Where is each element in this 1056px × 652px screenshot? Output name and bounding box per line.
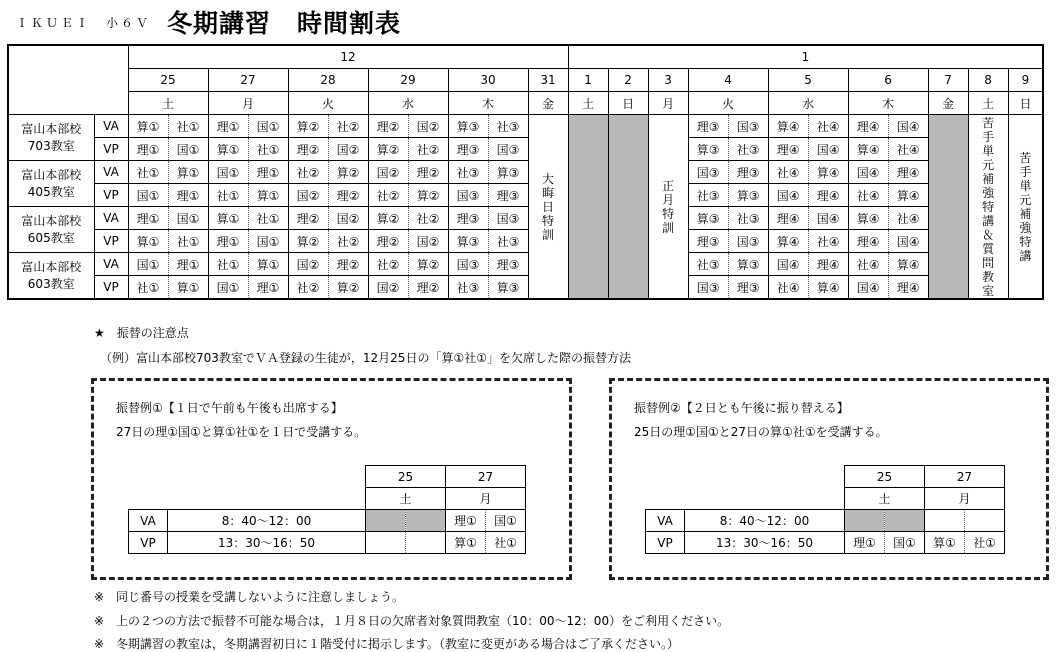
class-cell: 理①: [208, 230, 248, 253]
class-cell: 社④: [768, 161, 808, 184]
class-cell: 算③: [728, 253, 768, 276]
room-name: 605教室: [27, 230, 75, 245]
class-cell: 算①: [248, 253, 288, 276]
class-cell: 理①: [248, 276, 288, 300]
class-cell: 国②: [328, 207, 368, 230]
class-cell: 社②: [328, 115, 368, 138]
class-cell: 国①: [248, 115, 288, 138]
example-2-table: [645, 465, 1005, 554]
class-cell: 社②: [288, 276, 328, 300]
class-cell: 社②: [328, 230, 368, 253]
table-row: [8, 138, 1043, 161]
class-cell: 国①: [168, 207, 208, 230]
class-cell: 理③: [728, 161, 768, 184]
table-row: [8, 115, 1043, 138]
table-row: [129, 532, 526, 554]
class-cell: 国③: [688, 161, 728, 184]
class-cell: 国②: [368, 161, 408, 184]
class-cell: 理②: [328, 184, 368, 207]
class-cell: 算④: [808, 161, 848, 184]
blank-corner: [646, 488, 845, 510]
blank-corner: [129, 488, 366, 510]
class-cell: 社④: [888, 207, 928, 230]
weekday-cell: 土: [366, 488, 446, 510]
course-cell: VA: [94, 115, 128, 138]
blank-corner: [8, 69, 128, 92]
class-cell: 算③: [688, 138, 728, 161]
example-1-box: [91, 378, 572, 580]
class-cell: 社②: [288, 161, 328, 184]
shogatsu-cell: [648, 115, 688, 300]
class-cell: 社③: [728, 207, 768, 230]
course-cell: VP: [94, 276, 128, 300]
date-row: [129, 466, 526, 488]
date-cell: 1: [568, 69, 608, 92]
jan9-label: 苦手単元補強特講: [1019, 150, 1032, 263]
class-cell: 社①: [168, 115, 208, 138]
example-1-body: 27日の理①国①と算①社①を１日で受講する。: [116, 425, 367, 439]
omisoka-label: 大晦日特訓: [542, 171, 555, 242]
class-cell: 国①: [208, 161, 248, 184]
weekday-cell: 木: [448, 92, 528, 115]
class-cell: 算①: [925, 532, 965, 554]
date-cell: 27: [208, 69, 288, 92]
footnote: [94, 612, 729, 629]
class-cell: 国③: [448, 253, 488, 276]
class-cell: 算①: [168, 276, 208, 300]
class-cell: 国①: [248, 230, 288, 253]
notes-heading: ★ 振替の注意点: [94, 326, 189, 340]
date-cell: 31: [528, 69, 568, 92]
class-cell: 算④: [848, 138, 888, 161]
school-cell: [8, 161, 94, 207]
class-cell: 国①: [128, 253, 168, 276]
class-cell: [366, 532, 406, 554]
class-cell: 社②: [368, 253, 408, 276]
class-cell: 社③: [688, 253, 728, 276]
weekday-cell: 木: [848, 92, 928, 115]
class-cell: 社③: [688, 184, 728, 207]
school-name: 富山本部校: [21, 259, 82, 274]
course-cell: VA: [646, 510, 685, 532]
class-cell: 算④: [768, 115, 808, 138]
table-row: [8, 253, 1043, 276]
omisoka-cell: [528, 115, 568, 300]
class-cell: 社①: [248, 138, 288, 161]
class-cell: 理②: [368, 115, 408, 138]
class-cell: 国③: [488, 138, 528, 161]
class-cell: 国③: [728, 230, 768, 253]
time-cell: 13：30〜16：50: [685, 532, 845, 554]
class-cell: 社①: [965, 532, 1005, 554]
room-name: 603教室: [27, 276, 75, 291]
class-cell: 社④: [848, 253, 888, 276]
footnote-text: 同じ番号の授業を受講しないように注意しましょう。: [116, 590, 405, 604]
class-cell: 算①: [248, 184, 288, 207]
class-cell: 理③: [488, 253, 528, 276]
date-cell: 27: [925, 466, 1005, 488]
example-2-box: [609, 378, 1049, 580]
class-cell: 社①: [208, 253, 248, 276]
weekday-cell: 土: [568, 92, 608, 115]
class-cell: 算②: [368, 207, 408, 230]
example-1-title: 振替例①【１日で午前も午後も出席する】: [116, 401, 343, 415]
weekday-cell: 金: [928, 92, 968, 115]
class-cell: 理④: [768, 138, 808, 161]
class-cell: 算①: [446, 532, 486, 554]
weekday-cell: 土: [128, 92, 208, 115]
course-cell: VA: [129, 510, 168, 532]
shogatsu-label: 正月特訓: [662, 178, 675, 235]
class-cell: 理③: [488, 184, 528, 207]
weekday-cell: 月: [446, 488, 526, 510]
class-cell: 社③: [448, 276, 488, 300]
example-1-table: [128, 465, 526, 554]
date-cell: 2: [608, 69, 648, 92]
timetable: [7, 44, 1044, 300]
class-cell: 国①: [486, 510, 526, 532]
class-cell: 国④: [768, 253, 808, 276]
school-cell: [8, 207, 94, 253]
class-cell: 理②: [408, 161, 448, 184]
class-cell: 国②: [408, 230, 448, 253]
example-2-body: 25日の理①国①と27日の算①社①を受講する。: [634, 425, 888, 439]
class-cell: 算③: [448, 115, 488, 138]
class-cell: 理④: [848, 115, 888, 138]
class-cell: 国④: [808, 138, 848, 161]
course-cell: VP: [646, 532, 685, 554]
class-cell: 社④: [808, 230, 848, 253]
footnote: [94, 635, 679, 652]
class-cell: 国④: [768, 184, 808, 207]
class-cell: 理④: [768, 207, 808, 230]
class-cell: 国③: [448, 184, 488, 207]
class-cell: 社①: [128, 161, 168, 184]
class-cell: 算②: [368, 138, 408, 161]
table-row: [8, 161, 1043, 184]
class-cell: [406, 510, 446, 532]
date-cell: 9: [1008, 69, 1043, 92]
class-cell: 算④: [848, 207, 888, 230]
weekday-row: [8, 92, 1043, 115]
class-cell: 社④: [848, 184, 888, 207]
school-name: 富山本部校: [21, 121, 82, 136]
date-cell: 28: [288, 69, 368, 92]
class-cell: 国②: [408, 115, 448, 138]
month-dec: 12: [128, 45, 568, 69]
class-cell: 国③: [488, 207, 528, 230]
jan8-cell: [968, 115, 1008, 300]
date-cell: 25: [128, 69, 208, 92]
class-cell: 国④: [808, 207, 848, 230]
class-cell: 社②: [408, 207, 448, 230]
class-cell: 社③: [488, 115, 528, 138]
class-cell: 国④: [888, 115, 928, 138]
footnote-mark: ※: [94, 590, 105, 604]
class-cell: 理②: [408, 276, 448, 300]
jan9-cell: [1008, 115, 1043, 300]
date-cell: 27: [446, 466, 526, 488]
class-cell: 社①: [486, 532, 526, 554]
weekday-cell: 水: [768, 92, 848, 115]
class-cell: 国①: [128, 184, 168, 207]
table-row: [8, 207, 1043, 230]
class-cell: 算①: [208, 207, 248, 230]
class-cell: 理③: [728, 276, 768, 300]
date-row: [8, 69, 1043, 92]
date-cell: 7: [928, 69, 968, 92]
class-cell: 理③: [448, 207, 488, 230]
time-cell: 8：40〜12：00: [168, 510, 366, 532]
notes-example: （例）富山本部校703教室でＶＡ登録の生徒が，12月25日の「算①社①」を欠席した際の振替方法: [100, 351, 631, 365]
month-row: [8, 45, 1043, 69]
class-cell: 国③: [728, 115, 768, 138]
class-cell: 算③: [448, 230, 488, 253]
school-cell: [8, 253, 94, 300]
class-cell: 算②: [288, 115, 328, 138]
footnote-text: 冬期講習の教室は，冬期講習初日に１階受付に掲示します。（教室に変更がある場合はご了承ください。）: [116, 637, 680, 651]
class-cell: 算②: [328, 276, 368, 300]
table-row: [646, 510, 1005, 532]
class-cell: 算①: [128, 115, 168, 138]
class-cell: 算①: [208, 138, 248, 161]
date-cell: 3: [648, 69, 688, 92]
blank-corner: [646, 466, 845, 488]
room-name: 405教室: [27, 184, 75, 199]
class-cell: 国②: [288, 184, 328, 207]
weekday-cell: 月: [208, 92, 288, 115]
class-cell: 社①: [248, 207, 288, 230]
date-cell: 5: [768, 69, 848, 92]
class-cell: 算③: [488, 161, 528, 184]
footnote-text: 上の２つの方法で振替不可能な場合は，１月８日の欠席者対象質問教室（10：00〜12：00）をご利用ください。: [116, 614, 730, 628]
class-cell: 理④: [848, 230, 888, 253]
class-cell: 算②: [408, 184, 448, 207]
class-cell: 国③: [688, 276, 728, 300]
course-cell: VP: [94, 138, 128, 161]
time-cell: 13：30〜16：50: [168, 532, 366, 554]
class-cell: 理④: [808, 184, 848, 207]
class-cell: 理①: [845, 532, 885, 554]
course-cell: VA: [94, 207, 128, 230]
class-cell: 算①: [168, 161, 208, 184]
class-cell: 理①: [446, 510, 486, 532]
school-label: ＩＫＵＥＩ 小６Ｖ: [16, 16, 152, 30]
blank-corner: [8, 92, 128, 115]
class-cell: [366, 510, 406, 532]
course-cell: VA: [94, 253, 128, 276]
class-cell: [885, 510, 925, 532]
table-row: [129, 510, 526, 532]
table-row: [8, 276, 1043, 300]
holiday-jan2: [608, 115, 648, 300]
class-cell: 社③: [488, 230, 528, 253]
course-cell: VP: [94, 230, 128, 253]
room-name: 703教室: [27, 138, 75, 153]
date-cell: 25: [366, 466, 446, 488]
class-cell: 理①: [248, 161, 288, 184]
class-cell: 理①: [168, 184, 208, 207]
weekday-cell: 火: [688, 92, 768, 115]
course-cell: VP: [94, 184, 128, 207]
blank-corner: [8, 45, 128, 69]
class-cell: 社②: [368, 184, 408, 207]
class-cell: 算②: [408, 253, 448, 276]
table-row: [646, 532, 1005, 554]
class-cell: 算④: [888, 184, 928, 207]
class-cell: 国②: [368, 276, 408, 300]
weekday-cell: 火: [288, 92, 368, 115]
class-cell: 理③: [688, 115, 728, 138]
footnote-mark: ※: [94, 614, 105, 628]
weekday-cell: 金: [528, 92, 568, 115]
example-2-title: 振替例②【２日とも午後に振り替える】: [634, 401, 849, 415]
class-cell: 国①: [885, 532, 925, 554]
class-cell: 算③: [688, 207, 728, 230]
class-cell: 理④: [808, 253, 848, 276]
class-cell: 国②: [328, 138, 368, 161]
class-cell: 理②: [328, 253, 368, 276]
course-cell: VA: [94, 161, 128, 184]
class-cell: 算②: [288, 230, 328, 253]
class-cell: 理①: [128, 138, 168, 161]
holiday-jan7: [928, 115, 968, 300]
table-row: [8, 184, 1043, 207]
class-cell: 社①: [208, 184, 248, 207]
weekday-row: [129, 488, 526, 510]
date-cell: 6: [848, 69, 928, 92]
class-cell: 社②: [408, 138, 448, 161]
date-cell: 25: [845, 466, 925, 488]
class-cell: [406, 532, 446, 554]
class-cell: 算②: [328, 161, 368, 184]
class-cell: 社③: [728, 138, 768, 161]
class-cell: 国①: [208, 276, 248, 300]
class-cell: 理①: [168, 253, 208, 276]
class-cell: 社④: [768, 276, 808, 300]
date-cell: 29: [368, 69, 448, 92]
date-cell: 4: [688, 69, 768, 92]
jan8-label: 苦手単元補強特講＆質問教室: [982, 115, 995, 298]
class-cell: 理②: [368, 230, 408, 253]
class-cell: 国②: [288, 253, 328, 276]
class-cell: 社④: [888, 138, 928, 161]
class-cell: 理④: [888, 161, 928, 184]
table-row: [8, 230, 1043, 253]
class-cell: 社④: [808, 115, 848, 138]
weekday-cell: 日: [1008, 92, 1043, 115]
weekday-cell: 日: [608, 92, 648, 115]
class-cell: 国④: [848, 161, 888, 184]
weekday-cell: 土: [968, 92, 1008, 115]
date-cell: 30: [448, 69, 528, 92]
date-row: [646, 466, 1005, 488]
date-cell: 8: [968, 69, 1008, 92]
school-cell: [8, 115, 94, 161]
time-cell: 8：40〜12：00: [685, 510, 845, 532]
weekday-cell: 月: [648, 92, 688, 115]
class-cell: 理②: [288, 207, 328, 230]
class-cell: 国④: [848, 276, 888, 300]
weekday-cell: 月: [925, 488, 1005, 510]
weekday-row: [646, 488, 1005, 510]
school-name: 富山本部校: [21, 167, 82, 182]
footnote: [94, 588, 404, 605]
class-cell: 社①: [128, 276, 168, 300]
class-cell: 算③: [488, 276, 528, 300]
holiday-jan1: [568, 115, 608, 300]
class-cell: 理②: [288, 138, 328, 161]
class-cell: 理①: [128, 207, 168, 230]
class-cell: 国①: [168, 138, 208, 161]
class-cell: 理③: [688, 230, 728, 253]
class-cell: [925, 510, 965, 532]
class-cell: 理①: [208, 115, 248, 138]
class-cell: 算①: [128, 230, 168, 253]
page-title: 冬期講習 時間割表: [167, 9, 402, 38]
school-name: 富山本部校: [21, 213, 82, 228]
class-cell: 算④: [888, 253, 928, 276]
class-cell: 理③: [448, 138, 488, 161]
class-cell: 算④: [768, 230, 808, 253]
weekday-cell: 水: [368, 92, 448, 115]
class-cell: [965, 510, 1005, 532]
class-cell: 社①: [168, 230, 208, 253]
blank-corner: [129, 466, 366, 488]
month-jan: 1: [568, 45, 1043, 69]
course-cell: VP: [129, 532, 168, 554]
class-cell: 社③: [448, 161, 488, 184]
class-cell: 算③: [728, 184, 768, 207]
class-cell: 算④: [808, 276, 848, 300]
class-cell: 国④: [888, 230, 928, 253]
footnote-mark: ※: [94, 637, 105, 651]
class-cell: 理④: [888, 276, 928, 300]
weekday-cell: 土: [845, 488, 925, 510]
class-cell: [845, 510, 885, 532]
